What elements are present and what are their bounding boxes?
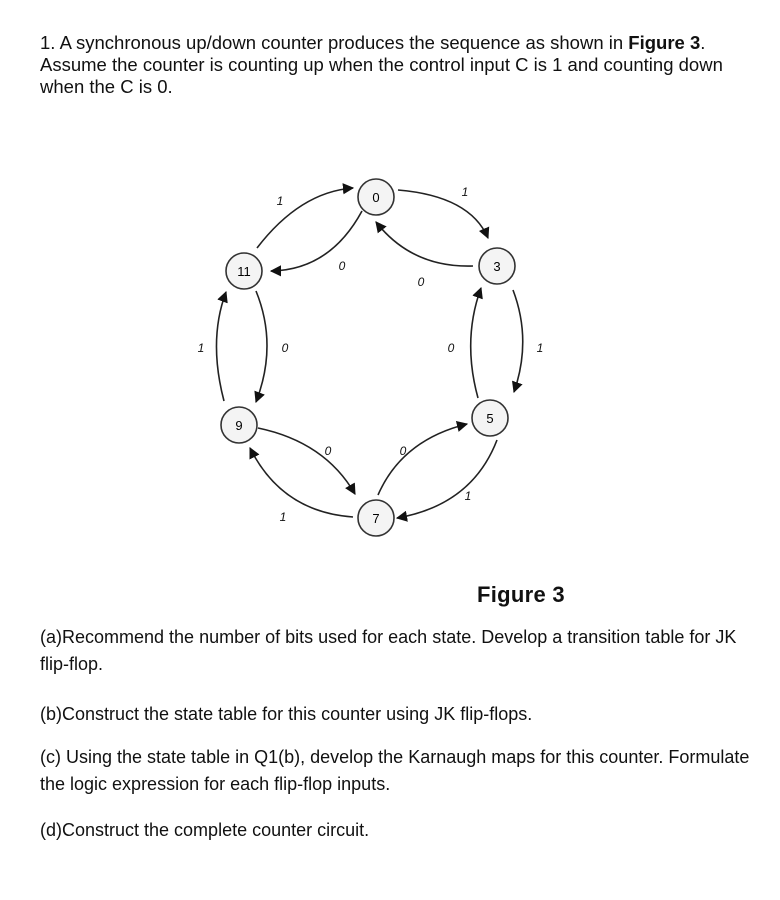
problem-intro-text: A synchronous up/down counter produces the sequence as shown in: [59, 32, 629, 53]
transition-11-to-9: [256, 291, 267, 402]
label-0-to-11: 0: [338, 259, 346, 273]
figure-caption: Figure 3: [477, 582, 565, 607]
label-9-to-11: 1: [197, 341, 205, 355]
state-label: 9: [235, 418, 243, 433]
label-11-to-0: 1: [276, 194, 284, 208]
label-11-to-9: 0: [281, 341, 289, 355]
label-3-to-0: 0: [417, 275, 425, 289]
state-label: 5: [486, 411, 494, 426]
question-c: (c) Using the state table in Q1(b), develop the Karnaugh maps for this counter. Formulate the logic expression for each flip-flop inputs.: [40, 747, 750, 794]
label-3-to-5: 1: [536, 341, 544, 355]
state-0: [358, 179, 394, 215]
transition-5-to-3: [471, 288, 481, 398]
label-7-to-9: 1: [279, 510, 287, 524]
transition-0-to-11: [271, 211, 362, 271]
state-label: 0: [372, 190, 380, 205]
label-5-to-3: 0: [447, 341, 455, 355]
label-0-to-3: 1: [461, 185, 469, 199]
label-7-to-5: 0: [399, 444, 407, 458]
transition-9-to-7: [258, 428, 355, 494]
state-label: 7: [372, 511, 380, 526]
question-d: (d)Construct the complete counter circuit.: [40, 820, 370, 840]
transition-3-to-5: [513, 290, 523, 392]
state-label: 3: [493, 259, 501, 274]
state-5: [472, 400, 508, 436]
problem-number: 1.: [40, 32, 56, 53]
transition-5-to-7: [397, 440, 497, 518]
transition-9-to-11: [216, 292, 226, 401]
state-label: 11: [237, 264, 251, 279]
question-b: (b)Construct the state table for this counter using JK flip-flops.: [40, 704, 533, 724]
state-11: [226, 253, 262, 289]
transition-11-to-0: [257, 188, 353, 248]
transition-7-to-9: [250, 448, 353, 517]
label-9-to-7: 0: [324, 444, 332, 458]
figure-reference: Figure 3: [628, 32, 701, 53]
state-7: [358, 500, 394, 536]
transition-7-to-5: [378, 424, 467, 495]
label-5-to-7: 1: [464, 489, 472, 503]
transition-0-to-3: [398, 190, 488, 238]
state-9: [221, 407, 257, 443]
transition-3-to-0: [376, 222, 473, 266]
question-a: (a)Recommend the number of bits used for each state. Develop a transition table for JK flip-flop.: [40, 627, 737, 674]
problem-intro-text-2: . Assume the counter is counting up when the control input C is 1 and counting down when the C is 0.: [40, 32, 723, 97]
state-3: [479, 248, 515, 284]
